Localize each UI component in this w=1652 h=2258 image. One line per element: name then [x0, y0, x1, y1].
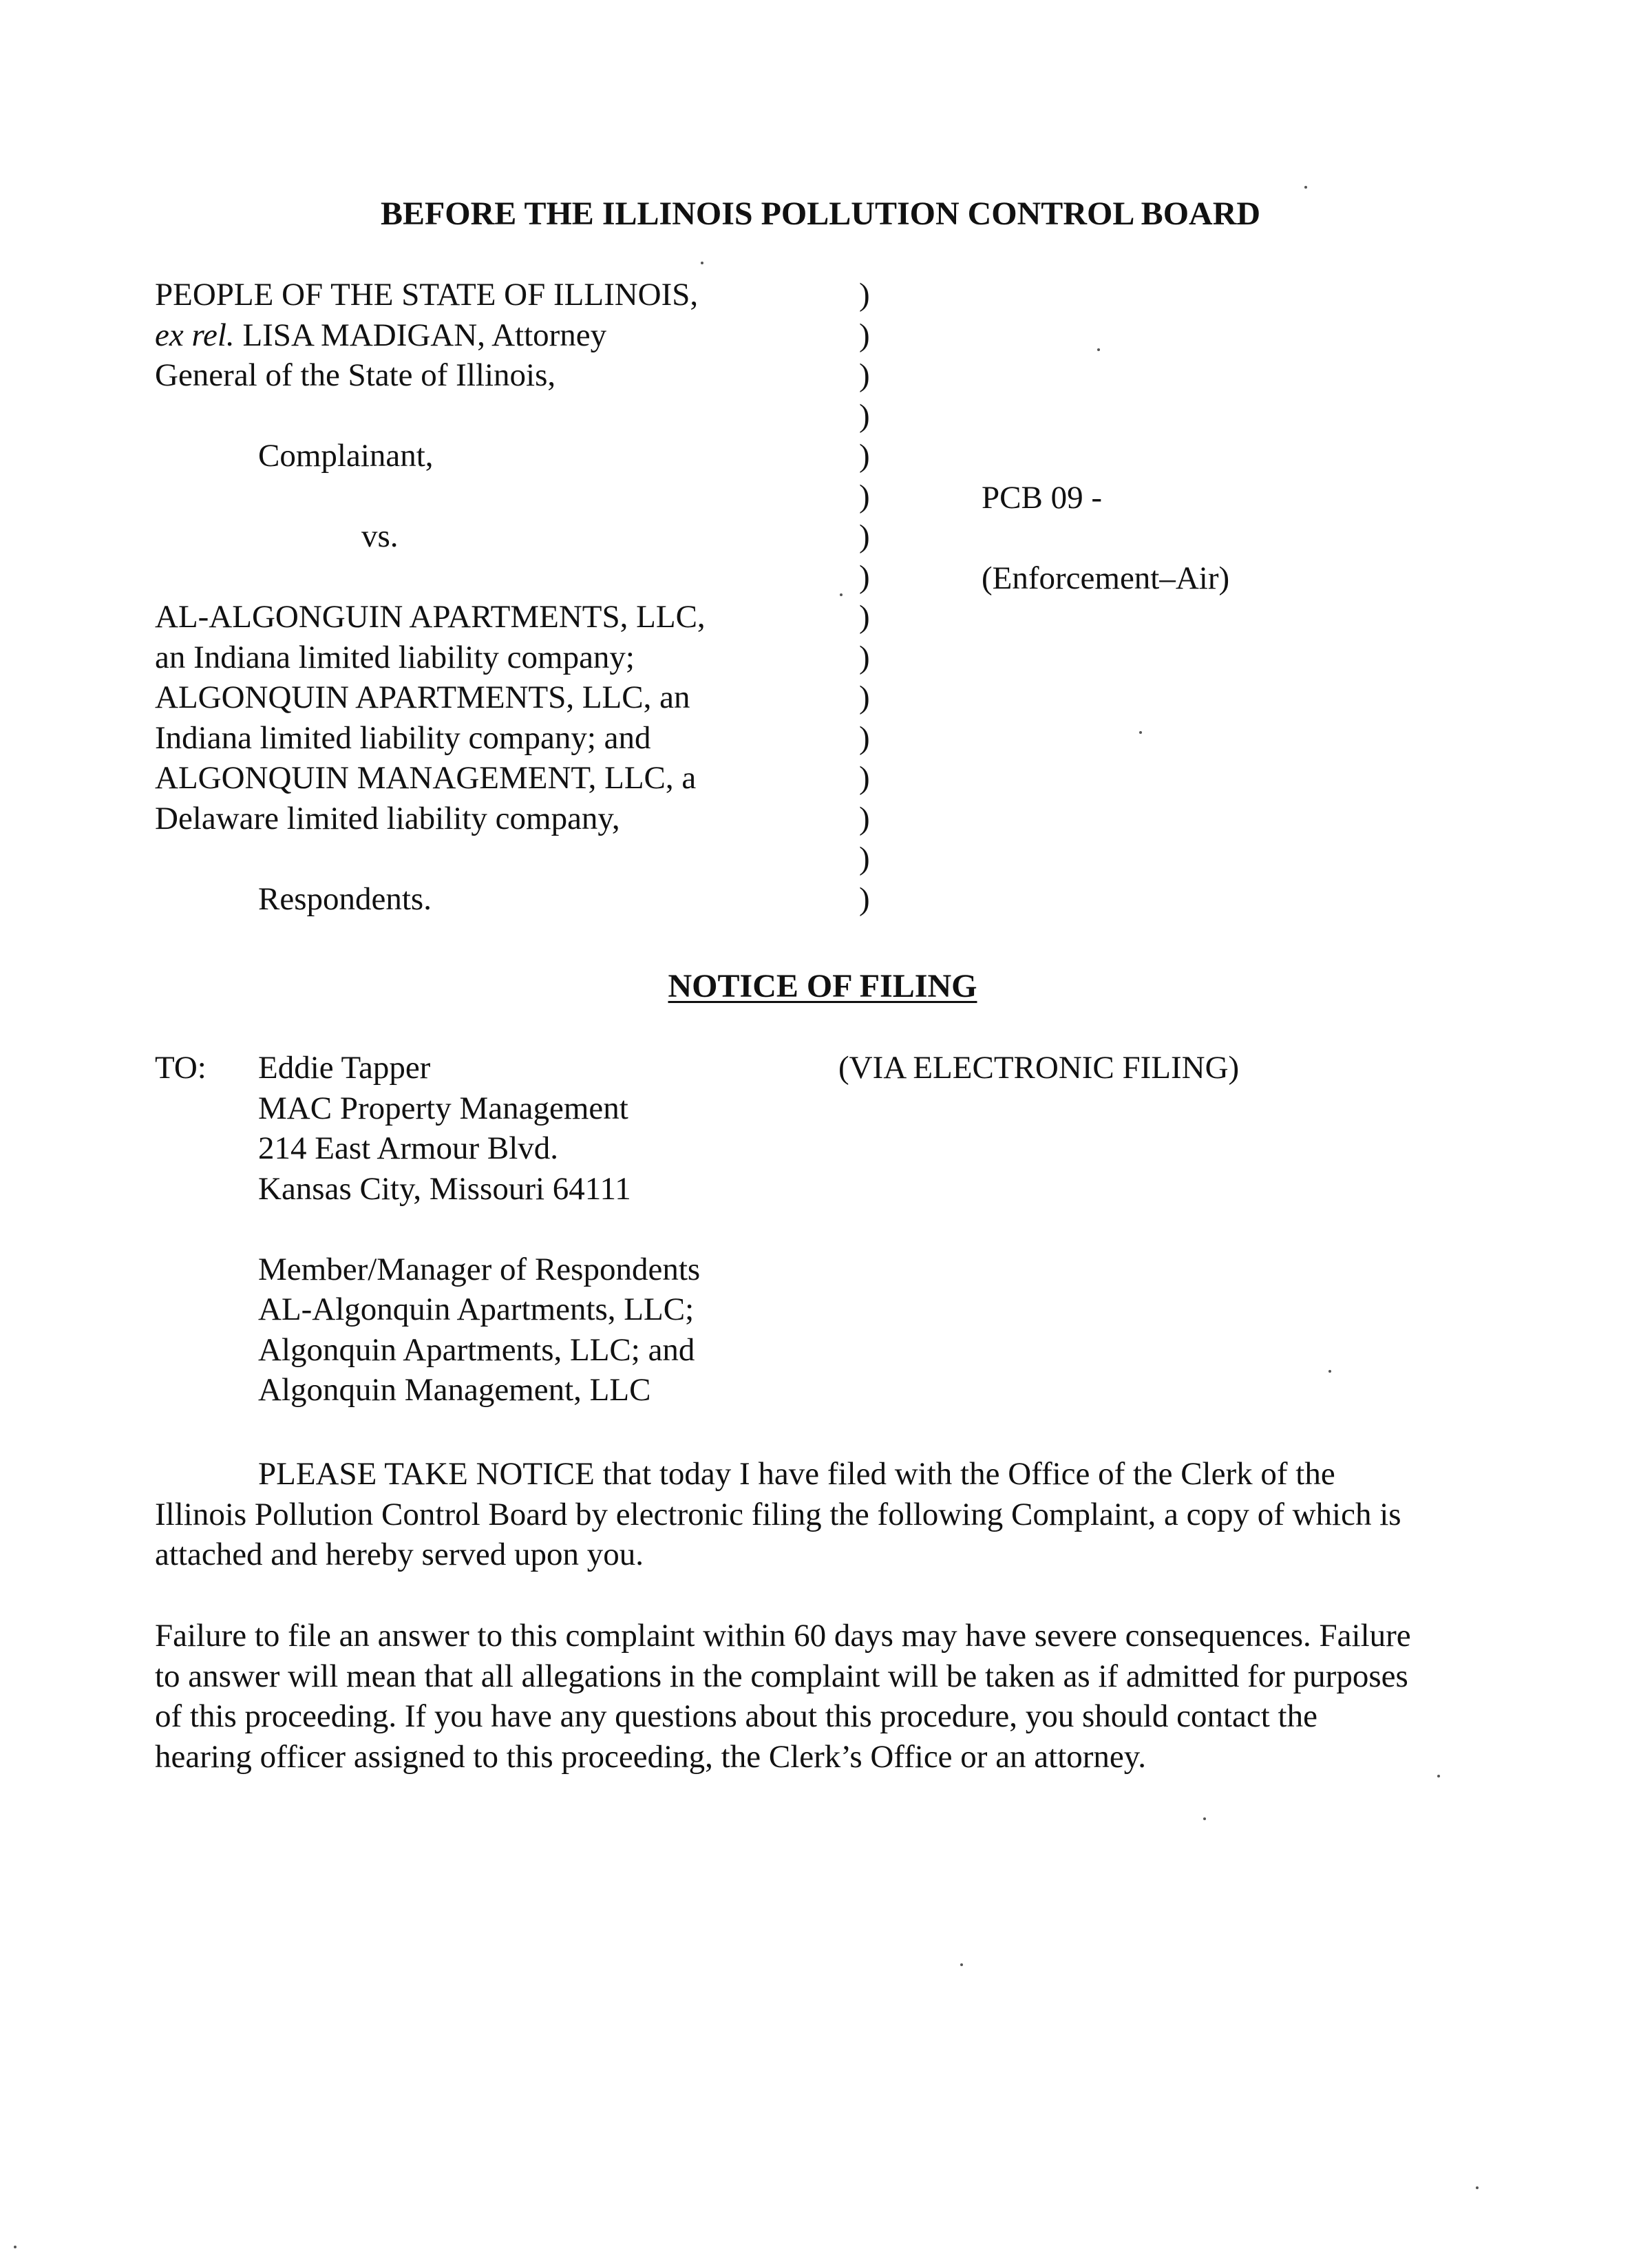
complainant-role: Complainant, [258, 438, 434, 474]
caption-paren: ) [859, 478, 870, 514]
scan-speck [1328, 1370, 1331, 1373]
caption-paren: ) [859, 639, 870, 675]
respondent-line-6: Delaware limited liability company, [155, 800, 620, 836]
caption-paren: ) [859, 397, 870, 434]
versus-label: vs. [361, 518, 399, 554]
recipient-role-line-1: Member/Manager of Respondents [258, 1251, 701, 1287]
recipient-role-line-3: Algonquin Apartments, LLC; and [258, 1331, 695, 1368]
to-label: TO: [155, 1050, 206, 1086]
respondent-line-4: Indiana limited liability company; and [155, 719, 651, 756]
scan-speck [1203, 1817, 1206, 1820]
scan-speck [1304, 186, 1307, 189]
court-heading: BEFORE THE ILLINOIS POLLUTION CONTROL BOARD [380, 196, 1261, 232]
paragraph-line: Failure to file an answer to this complaint within 60 days may have severe consequences. Failure [155, 1618, 1411, 1654]
paragraph-line: PLEASE TAKE NOTICE that today I have filed with the Office of the Clerk of the [258, 1456, 1335, 1492]
paragraph-line: to answer will mean that all allegations in the complaint will be taken as if admitted for purposes [155, 1658, 1408, 1694]
complainant-line-1: PEOPLE OF THE STATE OF ILLINOIS, [155, 277, 699, 313]
recipient-city: Kansas City, Missouri 64111 [258, 1170, 631, 1207]
caption-paren: ) [859, 558, 870, 595]
ex-rel-italic: ex rel. [155, 317, 235, 353]
recipient-name: Eddie Tapper [258, 1050, 431, 1086]
case-caption-parties [155, 275, 706, 919]
caption-paren: ) [859, 880, 870, 917]
caption-paren: ) [859, 317, 870, 353]
recipient-address-block [258, 1048, 700, 1411]
warning-paragraph [155, 1616, 1504, 1777]
scan-speck [840, 593, 843, 596]
respondent-line-1: AL-ALGONGUIN APARTMENTS, LLC, [155, 599, 706, 635]
delivery-method: (VIA ELECTRONIC FILING) [838, 1050, 1240, 1086]
caption-paren: ) [859, 357, 870, 393]
notice-paragraph [155, 1454, 1504, 1575]
paragraph-line: Illinois Pollution Control Board by electronic filing the following Complaint, a copy of which is [155, 1496, 1401, 1532]
caption-paren: ) [859, 679, 870, 715]
recipient-role-line-4: Algonquin Management, LLC [258, 1372, 651, 1408]
caption-paren: ) [859, 841, 870, 876]
caption-paren: ) [859, 518, 870, 554]
scan-speck [14, 2246, 17, 2248]
paragraph-line: of this proceeding. If you have any questions about this procedure, you should contact the [155, 1698, 1317, 1734]
scan-speck [1476, 2186, 1479, 2189]
caption-paren: ) [859, 800, 870, 836]
complainant-line-2 [155, 315, 706, 356]
recipient-role-line-2: AL-Algonquin Apartments, LLC; [258, 1291, 695, 1327]
scan-speck [701, 262, 703, 264]
caption-paren: ) [859, 719, 870, 756]
respondent-role: Respondents. [258, 880, 432, 917]
caption-paren: ) [859, 760, 870, 796]
respondent-line-5: ALGONQUIN MANAGEMENT, LLC, a [155, 760, 697, 796]
caption-paren-column [859, 275, 870, 919]
caption-paren: ) [859, 277, 870, 313]
caption-paren: ) [859, 438, 870, 474]
paragraph-line: attached and hereby served upon you. [155, 1537, 644, 1572]
scan-speck [960, 1963, 963, 1966]
case-type: (Enforcement–Air) [982, 560, 1230, 596]
notice-title: NOTICE OF FILING [668, 968, 977, 1004]
scan-speck [1097, 348, 1100, 351]
complainant-line-3: General of the State of Illinois, [155, 357, 556, 393]
respondent-line-2: an Indiana limited liability company; [155, 639, 635, 675]
caption-paren: ) [859, 599, 870, 635]
scan-speck [1139, 731, 1142, 734]
case-number: PCB 09 - [982, 480, 1102, 516]
scan-speck [1437, 1775, 1440, 1777]
respondent-line-3: ALGONQUIN APARTMENTS, LLC, an [155, 679, 690, 715]
complainant-line-2-rest: LISA MADIGAN, Attorney [234, 317, 607, 353]
paragraph-line: hearing officer assigned to this proceeding, the Clerk’s Office or an attorney. [155, 1738, 1146, 1775]
recipient-street: 214 East Armour Blvd. [258, 1130, 559, 1166]
recipient-company: MAC Property Management [258, 1090, 628, 1126]
